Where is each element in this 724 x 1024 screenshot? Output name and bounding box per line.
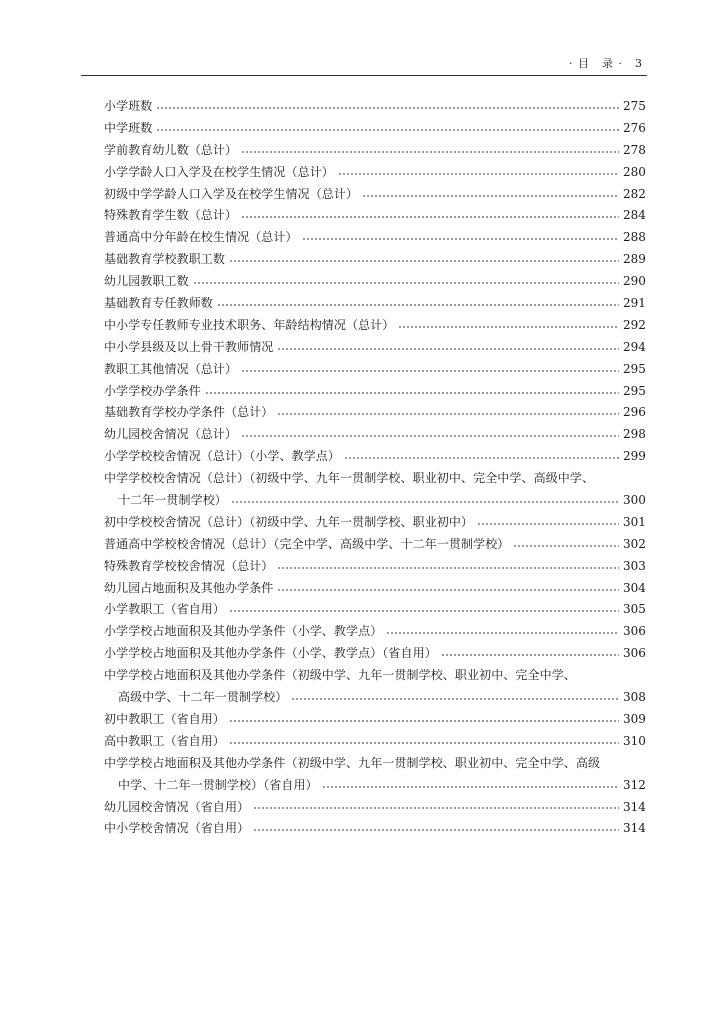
header-rule (81, 75, 647, 76)
toc-entry-title: 中学学校占地面积及其他办学条件（初级中学、九年一贯制学校、职业初中、完全中学、高级 (104, 755, 601, 770)
toc-entry-title: 基础教育专任教师数 (104, 296, 213, 311)
toc-entry[interactable] (104, 621, 645, 643)
dot-leader (217, 304, 619, 306)
toc-entry-title: 初级中学学龄人口入学及在校学生情况（总计） (104, 186, 359, 201)
toc-entry-continuation[interactable] (104, 687, 645, 709)
toc-entry[interactable] (104, 227, 645, 249)
toc-entry-title-continuation: 十二年一贯制学校） (118, 493, 227, 508)
toc-entry[interactable] (104, 96, 645, 118)
toc-entry-title: 初中教职工（省自用） (104, 711, 226, 726)
toc-entry-page-number: 300 (623, 493, 646, 508)
dot-leader (156, 107, 619, 109)
toc-entry-title: 学前教育幼儿数（总计） (104, 142, 238, 157)
running-head: · 目 录 · 3 (569, 57, 643, 70)
dot-leader (253, 829, 619, 831)
toc-entry[interactable] (104, 293, 645, 315)
toc-entry-title: 普通高中分年龄在校生情况（总计） (104, 230, 298, 245)
toc-entry[interactable] (104, 381, 645, 403)
toc-entry-page-number: 312 (623, 777, 646, 792)
toc-entry-page-number: 314 (623, 799, 646, 814)
dot-leader (253, 807, 619, 809)
dot-leader (344, 457, 619, 459)
toc-entry[interactable] (104, 446, 645, 468)
toc-entry-page-number: 289 (623, 252, 646, 267)
toc-entry[interactable] (104, 359, 645, 381)
dot-leader (291, 698, 619, 700)
toc-entry-title: 幼儿园校舍情况（省自用） (104, 799, 250, 814)
dot-leader (229, 610, 619, 612)
dot-leader (241, 216, 619, 218)
toc-entry[interactable] (104, 665, 645, 687)
toc-entry[interactable] (104, 337, 645, 359)
dot-leader (277, 589, 619, 591)
toc-entry[interactable] (104, 818, 645, 840)
toc-entry[interactable] (104, 599, 645, 621)
toc-entry-continuation[interactable] (104, 490, 645, 512)
dot-leader (229, 720, 619, 722)
toc-entry-page-number: 308 (623, 690, 646, 705)
dot-leader (241, 151, 619, 153)
dot-leader (277, 348, 619, 350)
dot-leader (302, 238, 619, 240)
toc-entry-page-number: 292 (623, 317, 646, 332)
toc-entry-title: 教职工其他情况（总计） (104, 361, 238, 376)
toc-entry-page-number: 305 (623, 602, 646, 617)
toc-entry-title: 幼儿园占地面积及其他办学条件 (104, 580, 274, 595)
toc-entry[interactable] (104, 709, 645, 731)
dot-leader (229, 260, 619, 262)
toc-entry-title: 幼儿园校舍情况（总计） (104, 427, 238, 442)
toc-entry-page-number: 306 (623, 624, 646, 639)
toc-entry-title: 中学学校校舍情况（总计）（初级中学、九年一贯制学校、职业初中、完全中学、高级中学、 (104, 471, 595, 486)
dot-leader (277, 413, 619, 415)
toc-entry[interactable] (104, 753, 645, 775)
toc-entry-page-number: 288 (623, 230, 646, 245)
toc-entry[interactable] (104, 468, 645, 490)
dot-leader (362, 195, 619, 197)
toc-entry[interactable] (104, 315, 645, 337)
dot-leader (477, 523, 619, 525)
toc-entry-title: 小学学校校舍情况（总计）（小学、教学点） (104, 449, 341, 464)
toc-entry-page-number: 295 (623, 361, 646, 376)
toc-entry-page-number: 295 (623, 383, 646, 398)
toc-entry-title: 初中学校校舍情况（总计）（初级中学、九年一贯制学校、职业初中） (104, 514, 474, 529)
toc-entry[interactable] (104, 578, 645, 600)
toc-entry[interactable] (104, 205, 645, 227)
toc-entry-title: 中小学县级及以上骨干教师情况 (104, 339, 274, 354)
toc-entry[interactable] (104, 118, 645, 140)
dot-leader (441, 654, 619, 656)
toc-entry-page-number: 294 (623, 339, 646, 354)
toc-entry-title: 基础教育学校教职工数 (104, 252, 226, 267)
toc-entry-page-number: 276 (623, 120, 646, 135)
toc-entry-page-number: 299 (623, 449, 646, 464)
toc-entry-title: 特殊教育学生数（总计） (104, 208, 238, 223)
toc-entry-page-number: 310 (623, 733, 646, 748)
toc-entry-page-number: 280 (623, 164, 646, 179)
toc-entry-title: 小学学校占地面积及其他办学条件（小学、教学点） (104, 624, 383, 639)
dot-leader (338, 173, 619, 175)
toc-entry[interactable] (104, 643, 645, 665)
dot-leader (322, 786, 619, 788)
dot-leader (231, 501, 619, 503)
toc-entry-title-continuation: 高级中学、十二年一贯制学校） (118, 690, 288, 705)
toc-entry-page-number: 296 (623, 405, 646, 420)
toc-entry-page-number: 275 (623, 99, 646, 113)
toc-entry[interactable] (104, 402, 645, 424)
toc-entry-page-number: 284 (623, 208, 646, 223)
toc-entry-title: 幼儿园教职工数 (104, 274, 189, 289)
toc-entry[interactable] (104, 140, 645, 162)
toc-entry-title: 小学教职工（省自用） (104, 602, 226, 617)
toc-entry[interactable] (104, 731, 645, 753)
toc-entry-page-number: 282 (623, 186, 646, 201)
toc-entry-page-number: 278 (623, 142, 646, 157)
toc-entry-page-number: 314 (623, 821, 646, 836)
toc-entry-title: 基础教育学校办学条件（总计） (104, 405, 274, 420)
toc-entry[interactable] (104, 534, 645, 556)
toc-entry-title: 特殊教育学校校舍情况（总计） (104, 558, 274, 573)
dot-leader (193, 282, 619, 284)
toc-entry-page-number: 298 (623, 427, 646, 442)
toc-entry-title-continuation: 中学、十二年一贯制学校）（省自用） (118, 777, 318, 792)
dot-leader (205, 392, 619, 394)
toc-entry-title: 中小学专任教师专业技术职务、年龄结构情况（总计） (104, 317, 395, 332)
toc-entry-title: 中学班数 (104, 120, 153, 135)
toc-entry-page-number: 291 (623, 296, 646, 311)
dot-leader (241, 370, 619, 372)
toc-entry-title: 中小学校舍情况（省自用） (104, 821, 250, 836)
toc-entry-title: 高中教职工（省自用） (104, 733, 226, 748)
toc-entry[interactable] (104, 424, 645, 446)
toc-entry-page-number: 302 (623, 536, 646, 551)
dot-leader (229, 742, 619, 744)
toc-entry-page-number: 290 (623, 274, 646, 289)
toc-entry[interactable] (104, 512, 645, 534)
toc-entry-continuation[interactable] (104, 775, 645, 797)
toc-entry-page-number: 301 (623, 514, 646, 529)
table-of-contents (104, 96, 645, 840)
toc-entry[interactable] (104, 162, 645, 184)
toc-entry-page-number: 304 (623, 580, 646, 595)
toc-entry[interactable] (104, 184, 645, 206)
toc-entry-page-number: 303 (623, 558, 646, 573)
dot-leader (241, 435, 619, 437)
toc-entry-title: 小学学龄人口入学及在校学生情况（总计） (104, 164, 334, 179)
dot-leader (156, 129, 619, 131)
toc-entry-title: 中学学校占地面积及其他办学条件（初级中学、九年一贯制学校、职业初中、完全中学、 (104, 668, 576, 683)
toc-entry[interactable] (104, 556, 645, 578)
toc-entry-page-number: 309 (623, 711, 646, 726)
dot-leader (398, 326, 619, 328)
toc-entry[interactable] (104, 797, 645, 819)
toc-entry[interactable] (104, 249, 645, 271)
toc-entry[interactable] (104, 271, 645, 293)
dot-leader (277, 567, 619, 569)
toc-entry-title: 普通高中学校校舍情况（总计）（完全中学、高级中学、十二年一贯制学校） (104, 536, 510, 551)
toc-entry-title: 小学班数 (104, 99, 153, 113)
toc-entry-title: 小学学校占地面积及其他办学条件（小学、教学点）（省自用） (104, 646, 437, 661)
dot-leader (386, 632, 619, 634)
toc-entry-page-number: 306 (623, 646, 646, 661)
dot-leader (513, 545, 619, 547)
toc-entry-title: 小学学校办学条件 (104, 383, 201, 398)
